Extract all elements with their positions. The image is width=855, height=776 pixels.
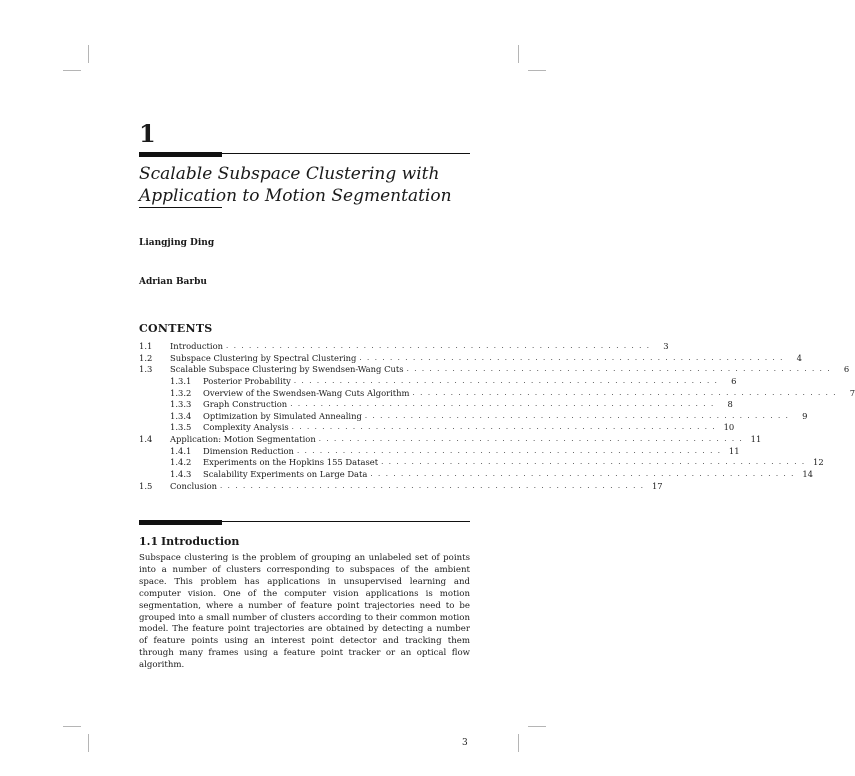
toc-entry-number: 1.3.5 [170,422,192,433]
section-number: 1.1 [139,535,159,548]
toc-entry-page: 14 [802,469,813,480]
crop-mark [518,45,519,63]
toc-entry-page: 11 [728,445,740,456]
toc-leader-dots: . . . . . . . . . . . . . . . . . . . . . . . . . . . . . . . . . . . . . . . . . . . . . . . . . . . . . . . . [290,400,715,409]
toc-entry[interactable] [139,352,802,365]
crop-mark [88,734,89,752]
toc-entry[interactable] [139,480,663,493]
toc-leader-dots: . . . . . . . . . . . . . . . . . . . . . . . . . . . . . . . . . . . . . . . . . . . . . . . . . . . . . . . . [412,388,838,397]
toc-entry-page: 3 [663,341,669,351]
toc-leader-dots: . . . . . . . . . . . . . . . . . . . . . . . . . . . . . . . . . . . . . . . . . . . . . . . . . . . . . . . . [364,411,790,420]
toc-leader-dots: . . . . . . . . . . . . . . . . . . . . . . . . . . . . . . . . . . . . . . . . . . . . . . . . . . . . . . . . [359,353,784,362]
toc-leader-dots: . . . . . . . . . . . . . . . . . . . . . . . . . . . . . . . . . . . . . . . . . . . . . . . . . . . . . . . . [318,435,744,444]
toc-entry[interactable] [139,364,850,376]
toc-entry[interactable] [139,410,808,423]
toc-leader-dots: . . . . . . . . . . . . . . . . . . . . . . . . . . . . . . . . . . . . . . . . . . . . . . . . . . . . . . . . [370,470,795,479]
toc-entry-title: Optimization by Simulated Annealing [203,411,365,423]
toc-entry[interactable] [139,422,735,434]
chapter-title [139,163,479,207]
toc-entry-title: Application: Motion Segmentation [170,434,319,446]
toc-leader-dots: . . . . . . . . . . . . . . . . . . . . . . . . . . . . . . . . . . . . . . . . . . . . . . . . . . . . . . . . [293,376,719,385]
chapter-rule-thick [139,152,222,157]
crop-mark [88,45,89,63]
toc-entry-number: 1.5 [139,480,153,491]
toc-entry-number: 1.1 [139,341,153,351]
toc-entry-title: Scalability Experiments on Large Data [203,469,370,481]
toc-entry-title: Dimension Reduction [203,446,297,458]
toc-leader-dots: . . . . . . . . . . . . . . . . . . . . . . . . . . . . . . . . . . . . . . . . . . . . . . . . . . . . . . . . [381,458,806,467]
toc-entry[interactable] [139,469,813,481]
section-rule-thin [222,521,470,522]
toc-entry-title: Conclusion [170,481,220,493]
table-of-contents [139,341,855,492]
toc-entry-title: Subspace Clustering by Spectral Clustering [170,353,359,365]
chapter-title-line-1: Scalable Subspace Clustering with [139,164,440,184]
toc-leader-dots: . . . . . . . . . . . . . . . . . . . . . . . . . . . . . . . . . . . . . . . . . . . . . . . . . . . . . . . . [220,481,645,490]
toc-entry[interactable] [139,434,762,446]
chapter-rule-thin [222,153,470,154]
toc-entry-number: 1.3.3 [170,399,192,410]
crop-mark [63,726,81,727]
toc-entry-title: Scalable Subspace Clustering by Swendsen-Wang Cuts [170,364,407,376]
section-rule-thick [139,520,222,525]
toc-entry-number: 1.4 [139,434,153,445]
toc-leader-dots: . . . . . . . . . . . . . . . . . . . . . . . . . . . . . . . . . . . . . . . . . . . . . . . . . . . . . . . . [291,423,717,432]
chapter-title-line-2: Application to Motion Segmentation [139,186,452,206]
toc-leader-dots: . . . . . . . . . . . . . . . . . . . . . . . . . . . . . . . . . . . . . . . . . . . . . . . . . . . . . . . . [296,446,722,455]
toc-entry-number: 1.3.2 [170,387,192,398]
toc-entry-title: Complexity Analysis [203,422,292,434]
toc-entry-page: 11 [750,434,762,445]
toc-entry-title: Introduction [170,341,226,353]
chapter-number: 1 [139,119,156,148]
contents-heading: CONTENTS [139,322,213,335]
toc-leader-dots: . . . . . . . . . . . . . . . . . . . . . . . . . . . . . . . . . . . . . . . . . . . . . . . . . . . . . . . . [226,342,651,350]
toc-entry-title: Posterior Probability [203,376,294,388]
toc-entry-title: Experiments on the Hopkins 155 Dataset [203,457,381,469]
toc-entry-page: 7 [849,387,855,398]
body-paragraph: Subspace clustering is the problem of grouping an unlabeled set of points into a number of clusters corresponding to subspaces of the ambient space. This problem has applications in unsupervised learning and computer vision. One of the computer vision applications is motion segmentation, where a number of feature point trajectories need to be grouped into a small number of clusters according to their common motion model. The feature point trajectories are obtained by detecting a number of feature points using an interest point detector and tracking them through many frames using a feature point tracker or an optical flow algorithm. [139,553,470,671]
toc-entry-number: 1.4.2 [170,457,192,468]
toc-entry-number: 1.4.3 [170,469,192,480]
toc-leader-dots: . . . . . . . . . . . . . . . . . . . . . . . . . . . . . . . . . . . . . . . . . . . . . . . . . . . . . . . . [406,365,832,374]
toc-entry-page: 6 [731,375,737,386]
crop-mark [528,726,546,727]
toc-entry[interactable] [139,457,824,469]
toc-entry-number: 1.3 [139,364,153,375]
toc-entry-number: 1.3.4 [170,410,192,421]
toc-entry-page: 4 [796,352,802,363]
section-title: Introduction [161,535,240,548]
crop-mark [63,70,81,71]
toc-entry[interactable] [139,399,733,411]
toc-entry-number: 1.3.1 [170,375,192,386]
crop-mark [528,70,546,71]
toc-entry-page: 8 [727,399,733,410]
toc-entry[interactable] [139,387,855,400]
toc-entry[interactable] [139,445,740,458]
toc-entry-page: 17 [651,480,663,491]
page-number: 3 [462,738,468,748]
chapter-title-underline [139,207,222,208]
author-name: Liangjing Ding [139,238,215,248]
toc-entry-number: 1.4.1 [170,445,192,456]
toc-entry-page: 10 [723,422,735,433]
crop-mark [518,734,519,752]
toc-entry[interactable] [139,341,669,353]
toc-entry-number: 1.2 [139,352,153,363]
toc-entry-page: 6 [843,364,850,375]
toc-entry-page: 12 [813,457,824,468]
toc-entry[interactable] [139,375,737,388]
toc-entry-page: 9 [802,410,808,421]
toc-entry-title: Graph Construction [203,399,290,411]
section-heading [139,535,239,548]
author-name: Adrian Barbu [139,277,207,287]
toc-entry-title: Overview of the Swendsen-Wang Cuts Algorithm [203,388,413,400]
